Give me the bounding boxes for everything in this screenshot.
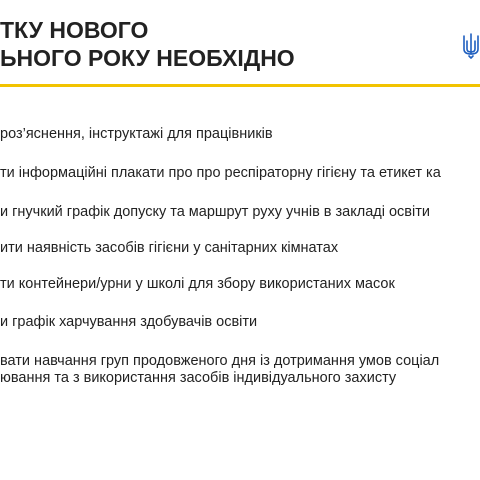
list-item: вати навчання груп продовженого дня із дотримання умов соціал ювання та з використання засобів індивідуального захисту — [0, 353, 440, 386]
slide-title — [0, 16, 420, 72]
list-item: и гнучкий графік допуску та маршрут руху учнів в закладі освіти — [0, 204, 430, 220]
title-line-2: ЬНОГО РОКУ НЕОБХІДНО — [0, 45, 295, 71]
list-item: роз’яснення, інструктажі для працівників — [0, 126, 273, 142]
trident-icon — [462, 32, 480, 60]
title-line-1: ТКУ НОВОГО — [0, 17, 149, 43]
list-item: ти контейнери/урни у школі для збору використаних масок — [0, 276, 395, 292]
list-item: и графік харчування здобувачів освіти — [0, 314, 258, 330]
list-item: ити наявність засобів гігієни у санітарних кімнатах — [0, 240, 339, 256]
title-underline — [0, 84, 480, 87]
list-item: ти інформаційні плакати про про респіраторну гігієну та етикет ка — [0, 165, 441, 181]
